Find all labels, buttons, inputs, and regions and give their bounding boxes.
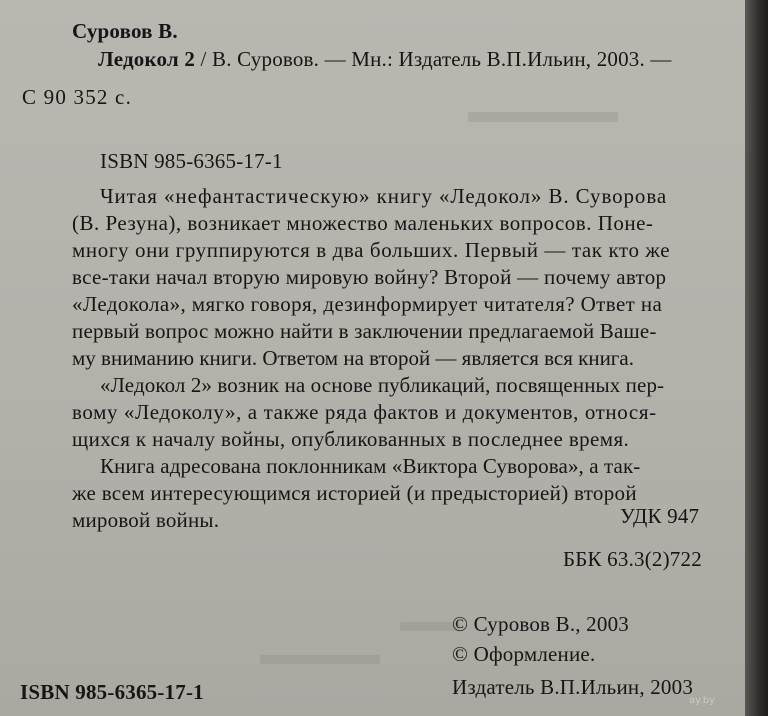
pages-line: С 90 352 с. xyxy=(22,85,133,109)
annotation-line: Книга адресована поклонникам «Виктора Суворова», а так- xyxy=(100,454,641,478)
annotation-line: многу они группируются в два больших. Первый — так кто же xyxy=(72,238,671,262)
isbn-top: ISBN 985-6365-17-1 xyxy=(100,149,283,173)
annotation-line: «Ледокол 2» возник на основе публикаций, посвященных пер- xyxy=(100,373,665,397)
annotation-line: щихся к началу войны, опубликованных в последнее время. xyxy=(72,427,630,451)
show-through-mark xyxy=(260,655,380,664)
annotation-line: мировой войны. xyxy=(72,508,220,532)
annotation-line: «Ледокола», мягко говоря, дезинформирует читателя? Ответ на xyxy=(72,292,663,316)
annotation-line: Читая «нефантастическую» книгу «Ледокол» В. Суворова xyxy=(100,184,668,208)
bibliographic-details: / В. Суровов. — Мн.: Издатель В.П.Ильин, 2003. — xyxy=(195,47,672,71)
annotation-line: все-таки начал вторую мировую войну? Второй — почему автор xyxy=(72,265,667,289)
isbn-bottom: ISBN 985-6365-17-1 xyxy=(20,680,204,704)
show-through-mark xyxy=(468,112,618,122)
page-edge-shadow xyxy=(745,0,768,716)
show-through-mark xyxy=(400,622,460,631)
author-heading: Суровов В. xyxy=(72,19,178,43)
book-title: Ледокол 2 xyxy=(98,47,196,71)
copyright-design: © Оформление. xyxy=(452,642,596,666)
annotation-line: му вниманию книги. Ответом на второй — является вся книга. xyxy=(72,346,634,370)
annotation-line: первый вопрос можно найти в заключении предлагаемой Ваше- xyxy=(72,319,657,343)
bbk-code: ББК 63.3(2)722 xyxy=(563,547,702,571)
watermark: ay.by xyxy=(688,695,715,706)
annotation-line: (В. Резуна), возникает множество маленьких вопросов. Поне- xyxy=(72,211,654,235)
copyright-publisher: Издатель В.П.Ильин, 2003 xyxy=(452,675,694,699)
udk-code: УДК 947 xyxy=(620,504,700,528)
copyright-author: © Суровов В., 2003 xyxy=(452,612,629,636)
annotation-line: вому «Ледоколу», а также ряда фактов и документов, относя- xyxy=(72,400,657,424)
annotation-line: же всем интересующимся историей (и предысторией) второй xyxy=(72,481,637,505)
bibliographic-entry xyxy=(98,46,672,72)
